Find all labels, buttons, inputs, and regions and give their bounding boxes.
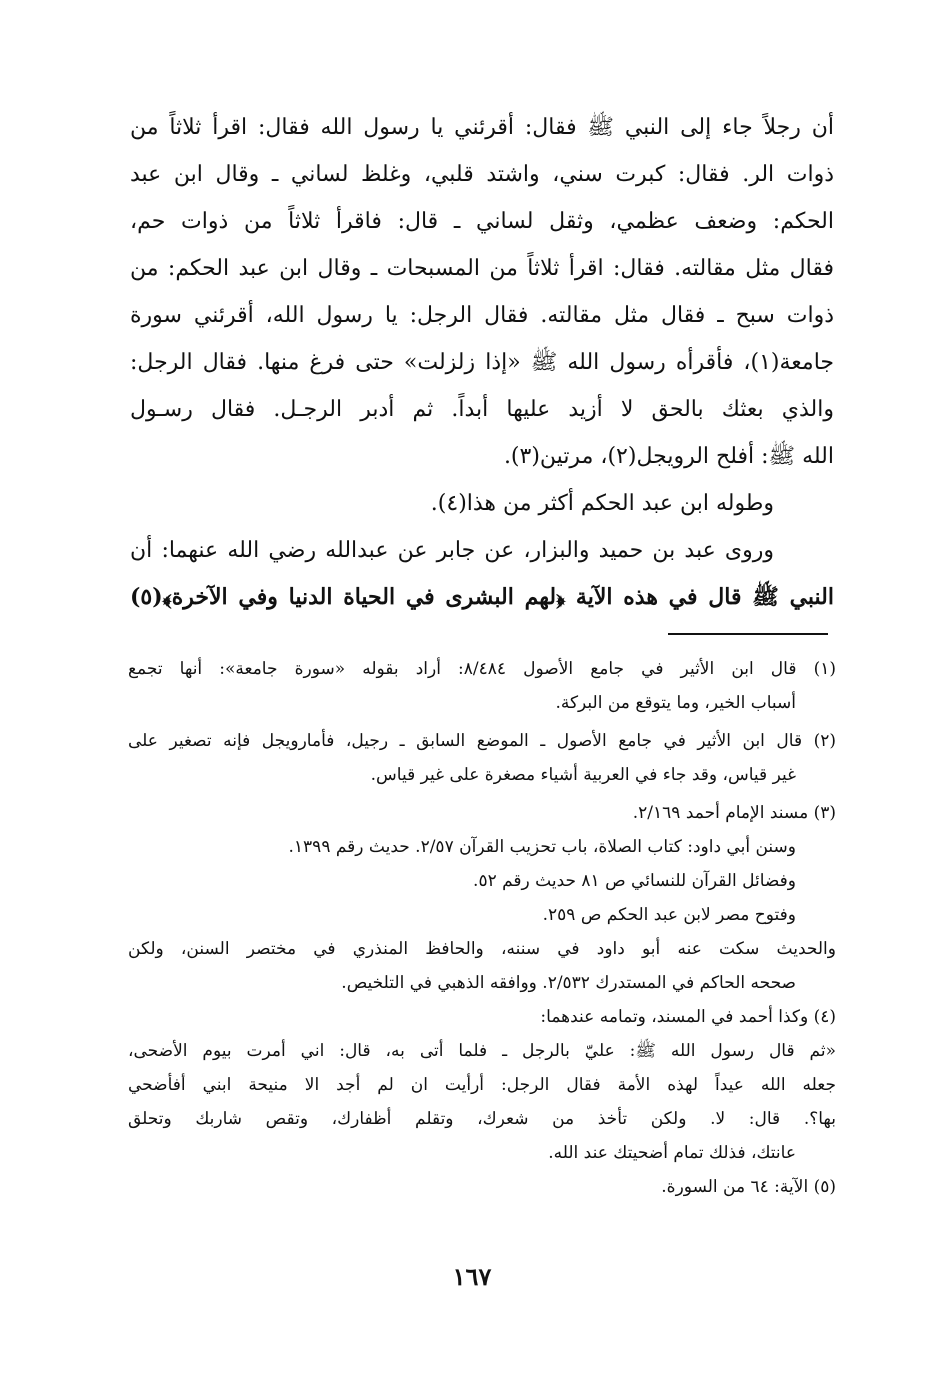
main-text-line-7: والذي بعثك بالحق لا أزيد عليها أبداً. ثم أدبر الرجـل. فقال رسـول (130, 397, 834, 422)
main-text-line-4: فقال مثل مقالته. فقال: اقرأ ثلاثاً من المسبحات ـ وقال ابن عبد الحكم: من (130, 256, 834, 281)
main-text-line-5: ذوات سبح ـ فقال مثل مقالته. فقال الرجل: يا رسول الله، أقرئني سورة (130, 303, 834, 328)
footnote-line-1: (١) قال ابن الأثير في جامع الأصول ٨/٤٨٤: أراد بقوله «سورة جامعة»: أنها تجمع (128, 659, 836, 679)
footnote-line-15: عانتك، فذلك تمام أضحيتك عند الله. (548, 1143, 796, 1163)
footnote-line-16: (٥) الآية: ٦٤ من السورة. (661, 1177, 836, 1197)
main-text-line-10: وروى عبد بن حميد والبزار، عن جابر عن عبدالله رضي الله عنهما: أن (130, 538, 774, 563)
main-text-line-6: جامعة(١)، فأقرأه رسول الله ﷺ «إذا زلزلت» حتى فرغ منها. فقال الرجل: (130, 350, 834, 375)
footnote-line-10: صححه الحاكم في المستدرك ٢/٥٣٢. ووافقه الذهبي في التلخيص. (341, 973, 796, 993)
footnote-line-13: جعله الله عيداً لهذه الأمة فقال الرجل: أرأيت ان لم أجد الا منيحة ابني أفأضحي (128, 1075, 836, 1095)
main-text-line-11: النبي ﷺ قال في هذه الآية ﴿لهم البشرى في الحياة الدنيا وفي الآخرة﴾(٥) (130, 584, 834, 610)
main-text-line-9: وطوله ابن عبد الحكم أكثر من هذا(٤). (430, 491, 774, 516)
footnote-line-7: وفضائل القرآن للنسائي ص ٨١ حديث رقم ٥٢. (473, 871, 796, 891)
footnote-line-9: والحديث سكت عنه أبو داود في سننه، والحافظ المنذري في مختصر السنن، ولكن (128, 939, 836, 959)
footnote-line-4: غير قياس، وقد جاء في العربية أشياء مصغرة على غير قياس. (370, 765, 796, 785)
main-text-line-3: الحكم: وضعف عظمي، وثقل لساني ـ قال: فاقرأ ثلاثاً من ذوات حم، (130, 209, 834, 234)
footnote-separator (668, 633, 828, 635)
footnote-line-8: وفتوح مصر لابن عبد الحكم ص ٢٥٩. (542, 905, 796, 925)
footnote-line-14: بها؟. قال: لا. ولكن تأخذ من شعرك، وتقلم أظفارك، وتقص شاربك وتحلق (128, 1109, 836, 1129)
main-text-line-2: ذوات الر. فقال: كبرت سني، واشتد قلبي، وغلظ لساني ـ وقال ابن عبد (130, 162, 834, 187)
footnote-line-5: (٣) مسند الإمام أحمد ٢/١٦٩. (632, 803, 836, 823)
footnote-line-3: (٢) قال ابن الأثير في جامع الأصول ـ الموضع السابق ـ رجيل، فأمارويجل فإنه تصغير على (128, 731, 836, 751)
footnote-line-12: «ثم قال رسول الله ﷺ: عليّ بالرجل ـ فلما أتى به، قال: اني أمرت بيوم الأضحى، (128, 1041, 836, 1061)
footnotes-block (128, 652, 836, 1204)
main-text-line-1: أن رجلاً جاء إلى النبي ﷺ فقال: أقرئني يا رسول الله فقال: اقرأ ثلاثاً من (130, 115, 834, 140)
footnote-line-6: وسنن أبي داود: كتاب الصلاة، باب تحزيب القرآن ٢/٥٧. حديث رقم ١٣٩٩. (288, 837, 796, 857)
footnote-line-2: أسباب الخير، وما يتوقع من البركة. (555, 693, 796, 713)
footnote-line-11: (٤) وكذا أحمد في المسند، وتمامه عندهما: (540, 1007, 836, 1027)
main-text-line-8: الله ﷺ: أفلح الرويجل(٢)، مرتين(٣). (503, 444, 834, 469)
page-number: ١٦٧ (452, 1262, 492, 1291)
main-text-block (130, 104, 834, 621)
